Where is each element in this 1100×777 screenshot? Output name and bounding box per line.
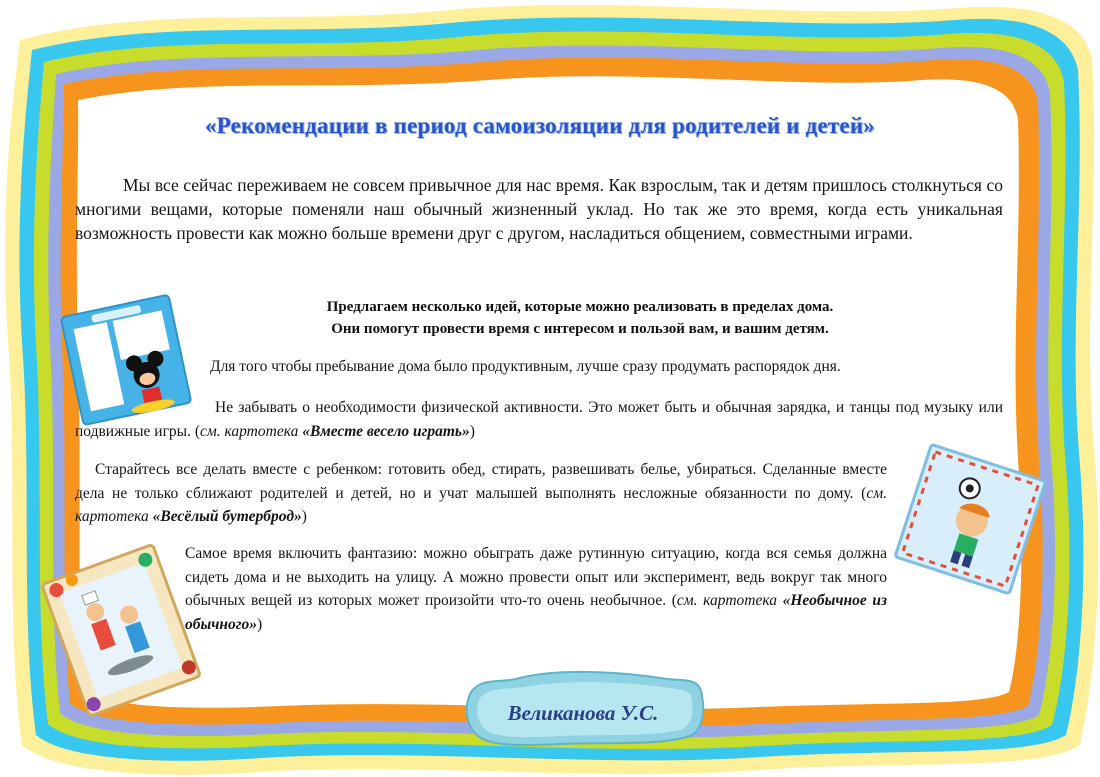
card-reference-name: «Весёлый бутерброд» xyxy=(152,508,302,525)
paragraph-fantasy: Самое время включить фантазию: можно обыграть даже рутинную ситуацию, когда вся семья должна сидеть дома и не выходить на улицу. А можно провести опыт или эксперимент, ведь вокруг так много обычных вещей из которых может произойти что-то очень необычное. (см. картотека «Необычное из обычного») xyxy=(185,545,888,633)
paragraph-physical-activity: Не забывать о необходимости физической активности. Это может быть и обычная зарядка, и танцы под музыку или подвижные игры. (см. картотека «Вместе весело играть») xyxy=(75,399,1003,440)
intro-paragraph: Мы все сейчас переживаем не совсем привычное для нас время. Как взрослым, так и детям пришлось столкнуться со многими вещами, которые поменяли наш обычный жизненный уклад. Но так же это время, когда есть уникальная возможность провести как можно больше времени друг с другом, насладиться общением, совместными играми. xyxy=(75,175,1003,243)
paragraph-together-chores: Старайтесь все делать вместе с ребенком: готовить обед, стирать, развешивать белье, убираться. Сделанные вместе дела не только сближают родителей и детей, но и учат малышей выполнять несложные обязанности по дому. (см. картотека «Весёлый бутерброд») xyxy=(75,461,887,525)
card-reference-name: «Необычное из обычного» xyxy=(185,592,888,633)
page-title: «Рекомендации в период самоизоляции для родителей и детей» xyxy=(205,113,875,138)
paragraph-daily-routine: Для того чтобы пребывание дома было продуктивным, лучше сразу продумать распорядок дня. xyxy=(210,358,841,375)
ideas-line-1: Предлагаем несколько идей, которые можно реализовать в пределах дома. xyxy=(326,299,834,315)
author-name: Великанова У.С. xyxy=(507,701,659,725)
card-reference: см. картотека «Весёлый бутерброд» xyxy=(75,484,887,525)
card-reference: см. картотека «Необычное из обычного» xyxy=(185,592,888,633)
card-reference-name: «Вместе весело играть» xyxy=(302,422,470,440)
ideas-heading xyxy=(230,296,930,340)
ideas-line-2: Они помогут провести время с интересом и пользой вам, и вашим детям. xyxy=(331,321,829,337)
card-reference: см. картотека «Вместе весело играть» xyxy=(200,422,470,440)
